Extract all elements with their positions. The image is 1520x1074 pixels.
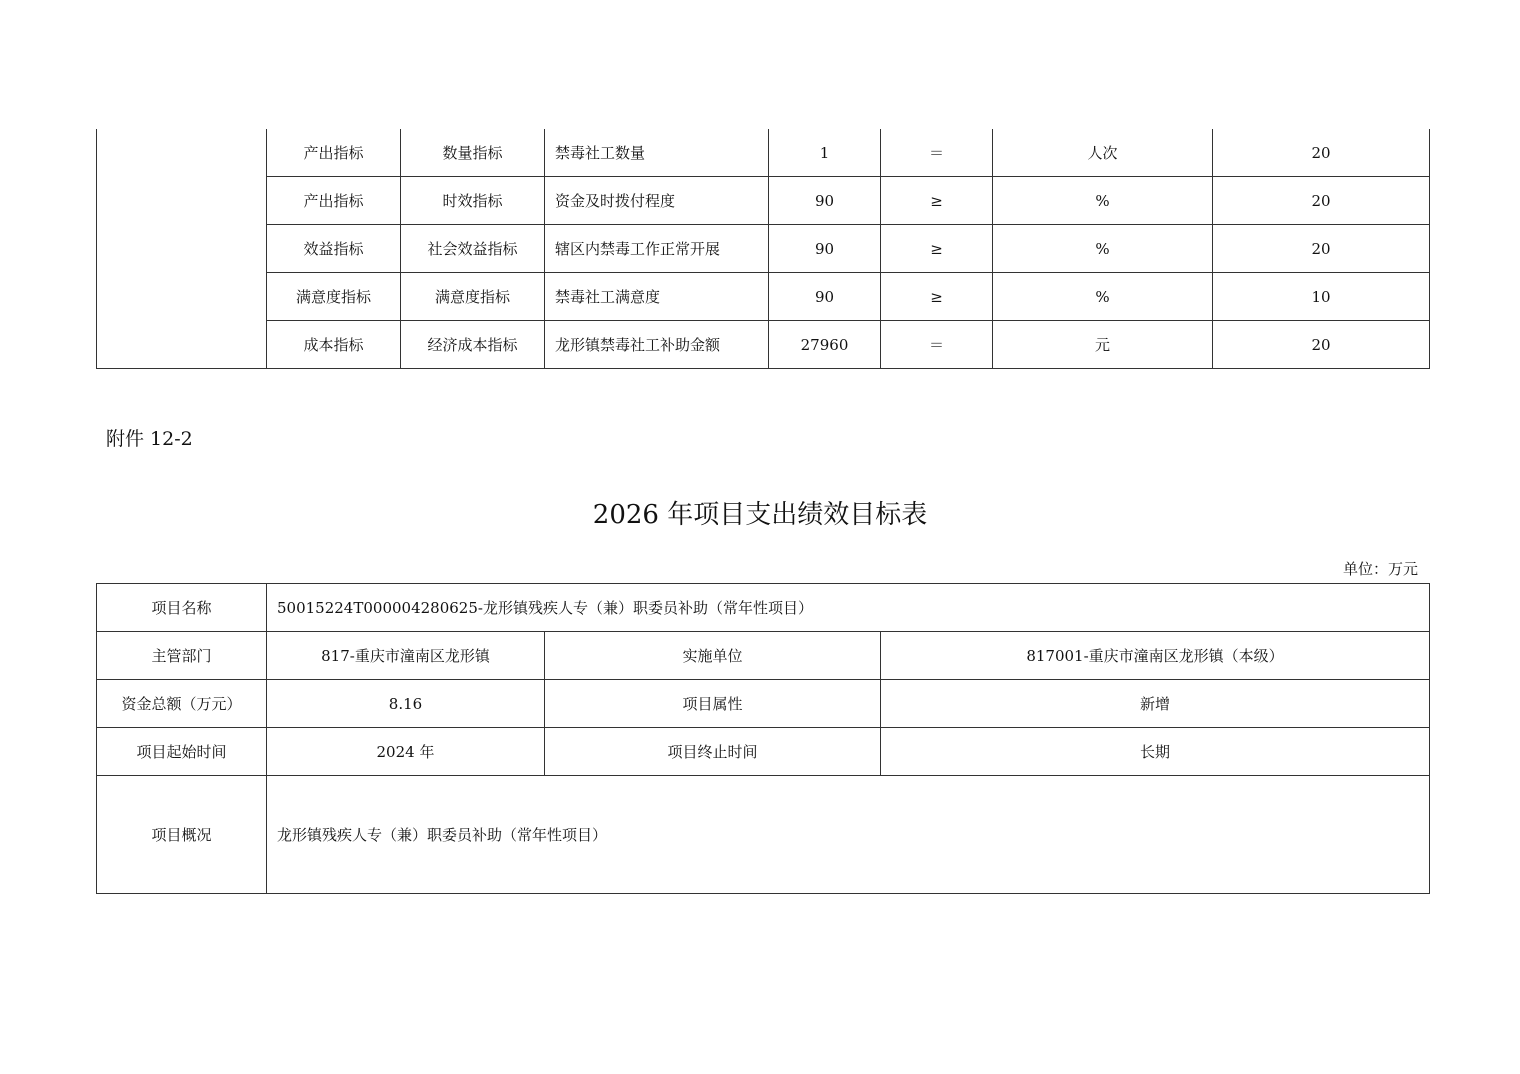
level1-indicator: 产出指标 [267,129,401,177]
impl-unit-label: 实施单位 [545,632,881,680]
table-row [97,177,1430,225]
table-row [97,776,1430,894]
level2-indicator: 满意度指标 [401,273,545,321]
indicator-name: 辖区内禁毒工作正常开展 [545,225,769,273]
project-info-table [96,583,1430,894]
project-attr-label: 项目属性 [545,680,881,728]
level1-indicator: 成本指标 [267,321,401,369]
level2-indicator: 经济成本指标 [401,321,545,369]
table-row [97,129,1430,177]
indicator-operator: ≥ [881,273,993,321]
table-row [97,728,1430,776]
start-time-label: 项目起始时间 [97,728,267,776]
fund-total-label: 资金总额（万元） [97,680,267,728]
level2-indicator: 数量指标 [401,129,545,177]
fund-total-value: 8.16 [267,680,545,728]
table-row [97,273,1430,321]
overview-value: 龙形镇残疾人专（兼）职委员补助（常年性项目） [267,776,1430,894]
level1-indicator: 效益指标 [267,225,401,273]
indicator-value: 27960 [769,321,881,369]
indicator-weight: 20 [1213,129,1430,177]
start-time-value: 2024 年 [267,728,545,776]
level2-indicator: 社会效益指标 [401,225,545,273]
indicator-unit: % [993,177,1213,225]
indicator-name: 资金及时拨付程度 [545,177,769,225]
indicator-operator: ＝ [881,129,993,177]
indicator-name: 禁毒社工满意度 [545,273,769,321]
end-time-label: 项目终止时间 [545,728,881,776]
indicator-table [96,129,1430,369]
indicator-name: 禁毒社工数量 [545,129,769,177]
table-row [97,632,1430,680]
table-row [97,321,1430,369]
unit-label: 单位：万元 [1342,560,1418,578]
table-row [97,584,1430,632]
project-name-value: 50015224T000004280625-龙形镇残疾人专（兼）职委员补助（常年性项目） [267,584,1430,632]
indicator-unit: % [993,225,1213,273]
indicator-value: 1 [769,129,881,177]
indicator-value: 90 [769,273,881,321]
indicator-weight: 20 [1213,321,1430,369]
project-name-label: 项目名称 [97,584,267,632]
impl-unit-value: 817001-重庆市潼南区龙形镇（本级） [881,632,1430,680]
indicator-value: 90 [769,225,881,273]
overview-label: 项目概况 [97,776,267,894]
level1-indicator: 满意度指标 [267,273,401,321]
indicator-operator: ≥ [881,225,993,273]
indicator-weight: 20 [1213,177,1430,225]
table-row [97,680,1430,728]
dept-value: 817-重庆市潼南区龙形镇 [267,632,545,680]
indicator-operator: ≥ [881,177,993,225]
indicator-weight: 20 [1213,225,1430,273]
page-title: 2026 年项目支出绩效目标表 [592,500,928,530]
indicator-name: 龙形镇禁毒社工补助金额 [545,321,769,369]
level2-indicator: 时效指标 [401,177,545,225]
level1-indicator: 产出指标 [267,177,401,225]
indicator-unit: % [993,273,1213,321]
blank-cell [97,129,267,369]
end-time-value: 长期 [881,728,1430,776]
table-row [97,225,1430,273]
indicator-weight: 10 [1213,273,1430,321]
dept-label: 主管部门 [97,632,267,680]
indicator-unit: 人次 [993,129,1213,177]
indicator-value: 90 [769,177,881,225]
indicator-operator: ＝ [881,321,993,369]
project-attr-value: 新增 [881,680,1430,728]
attachment-label: 附件 12-2 [106,428,193,450]
indicator-unit: 元 [993,321,1213,369]
